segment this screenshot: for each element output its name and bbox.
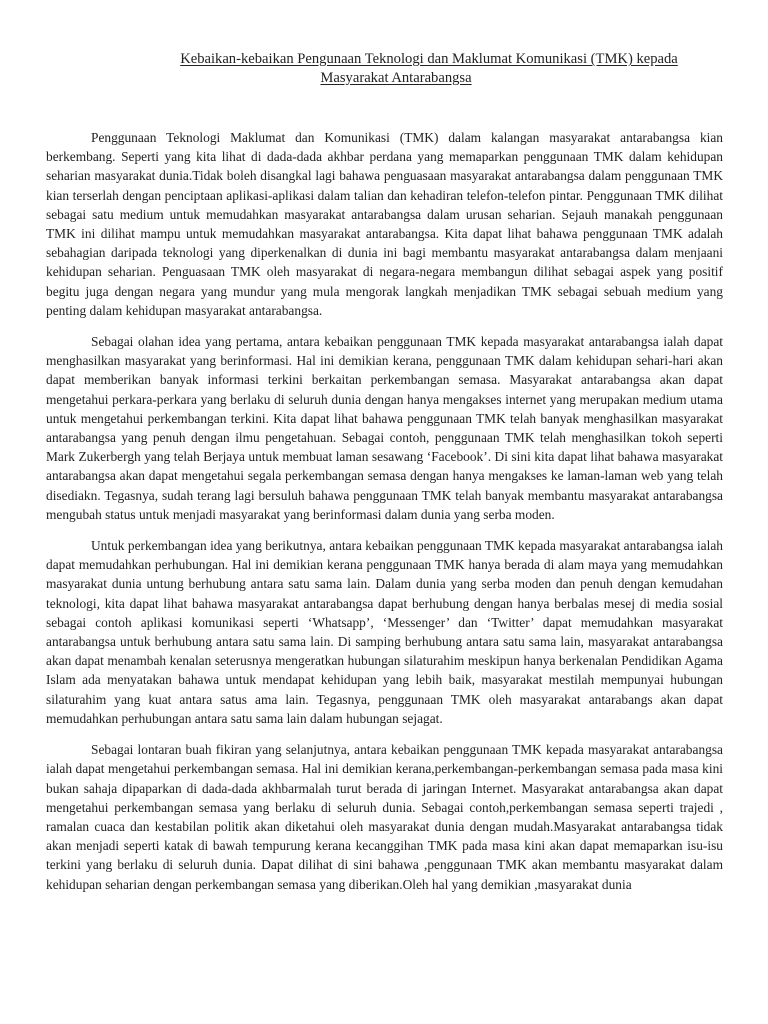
- paragraph-2: Sebagai olahan idea yang pertama, antara kebaikan penggunaan TMK kepada masyarakat antarabangsa ialah dapat menghasilkan masyarakat yang berinformasi. Hal ini demikian kerana, penggunaan TMK dalam kehidupan sehari-hari akan dapat memberikan banyak informasi terkini berkaitan perkembangan semasa. Masyarakat antarabangsa akan dapat mengetahui perkara-perkara yang berlaku di seluruh dunia dengan hanya mengakses internet yang merupakan medium utama untuk mengetahui perkembangan terkini. Kita dapat lihat bahawa penggunaan TMK telah banyak menghasilkan masyarakat antarabangsa yang penuh dengan ilmu pengetahuan. Sebagai contoh, penggunaan TMK telah menghasilkan tokoh seperti Mark Zukerbergh yang telah Berjaya untuk membuat laman sesawang ‘Facebook’. Di sini kita dapat lihat bahawa masyarakat antarabangsa akan dapat mengetahui segala perkembangan semasa dengan hanya mengakses ke laman-laman web yang telah disediakn. Tegasnya, sudah terang lagi bersuluh bahawa penggunaan TMK telah banyak membantu masyarakat antarabangsa mengubah status untuk menjadi masyarakat yang berinformasi dalam dunia yang serba moden.: [46, 334, 723, 522]
- paragraph-1: Penggunaan Teknologi Maklumat dan Komunikasi (TMK) dalam kalangan masyarakat antarabangsa kian berkembang. Seperti yang kita lihat di dada-dada akhbar perdana yang memaparkan penggunaan TMK dalam kehidupan seharian masyarakat dunia.Tidak boleh disangkal lagi bahawa penguasaan masyarakat antarabangsa dalam penggunaan TMK kian terserlah dengan penciptaan aplikasi-aplikasi dalam talian dan kehadiran telefon-telefon pintar. Penggunaan TMK dilihat sebagai satu medium untuk memudahkan masyarakat antarabangsa dalam urusan seharian. Sejauh manakah penggunaan TMK ini dilihat mampu untuk memudahkan masyarakat antarabangsa. Kita dapat lihat bahawa penggunaan TMK adalah sebahagian daripada teknologi yang diperkenalkan di dunia ini bagi membantu masyarakat antarabangsa dalam menjaani kehidupan seharian. Penguasaan TMK oleh masyarakat di negara-negara membangun dilihat sebagai aspek yang positif begitu juga dengan negara yang mundur yang mula mengorak langkah menjadikan TMK sebagai sebuah medium yang penting dalam kehidupan masyarakat antarabangsa.: [46, 130, 723, 318]
- document-title-line-1: Kebaikan-kebaikan Pengunaan Teknologi dan Maklumat Komunikasi (TMK) kepada: [180, 51, 678, 67]
- paragraph-3: Untuk perkembangan idea yang berikutnya, antara kebaikan penggunaan TMK kepada masyarakat antarabangsa ialah dapat memudahkan perhubungan. Hal ini demikian kerana penggunaan TMK hanya berada di alam maya yang memudahkan masyarakat dunia untung berhubung antara satu sama lain. Dalam dunia yang serba moden dan penuh dengan kemudahan teknologi, kita dapat lihat bahawa masyarakat antarabangsa dapat berhubung dengan hanya berbalas mesej di media sosial sebagai contoh aplikasi komunikasi seperti ‘Whatsapp’, ‘Messenger’ dan ‘Twitter’ dapat memudahkan masyarakat antarabangsa untuk berhubung antara satu sama lain. Di samping berhubung antara satu sama lain, masyarakat antarabangsa akan dapat menambah kenalan seterusnya mengeratkan hubungan silaturahim meskipun hanya berkenalan Pendidikan Agama Islam ada menyatakan bahawa untuk mendapat kehidupan yang lebih baik, masyarakat mestilah mempunyai hubungan silaturahim yang kuat antara satus ama lain. Tegasnya, penggunaan TMK oleh masyarakat antarabangs akan dapat memudahkan perhubungan antara satu sama lain dalam hubungan sejagat.: [46, 538, 723, 726]
- document-title-line-2: Masyarakat Antarabangsa: [320, 70, 472, 86]
- document-body: [46, 128, 723, 906]
- paragraph-4: Sebagai lontaran buah fikiran yang selanjutnya, antara kebaikan penggunaan TMK kepada masyarakat antarabangsa ialah dapat mengetahui perkembangan semasa. Hal ini demikian kerana,perkembangan-perkembangan semasa pada masa kini bukan sahaja dipaparkan di dada-dada akhbarmalah turut berada di jaringan Internet. Masyarakat antarabangsa akan dapat mengetahui perkembangan semasa yang berlaku di seluruh dunia. Sebagai contoh,perkembangan semasa seperti trajedi , ramalan cuaca dan kestabilan politik akan diketahui oleh masyarakat dunia dengan mudah.Masyarakat antarabangsa tidak akan menjadi seperti katak di bawah tempurung kerana kecanggihan TMK pada masa kini akan dapat memaparkan isu-isu terkini yang berlaku di seluruh dunia. Dapat dilihat di sini bahawa ,penggunaan TMK akan membantu masyarakat dalam kehidupan seharian dengan perkembangan semasa yang diberikan.Oleh hal yang demikian ,masyarakat dunia: [46, 742, 723, 892]
- document-title: [40, 50, 752, 88]
